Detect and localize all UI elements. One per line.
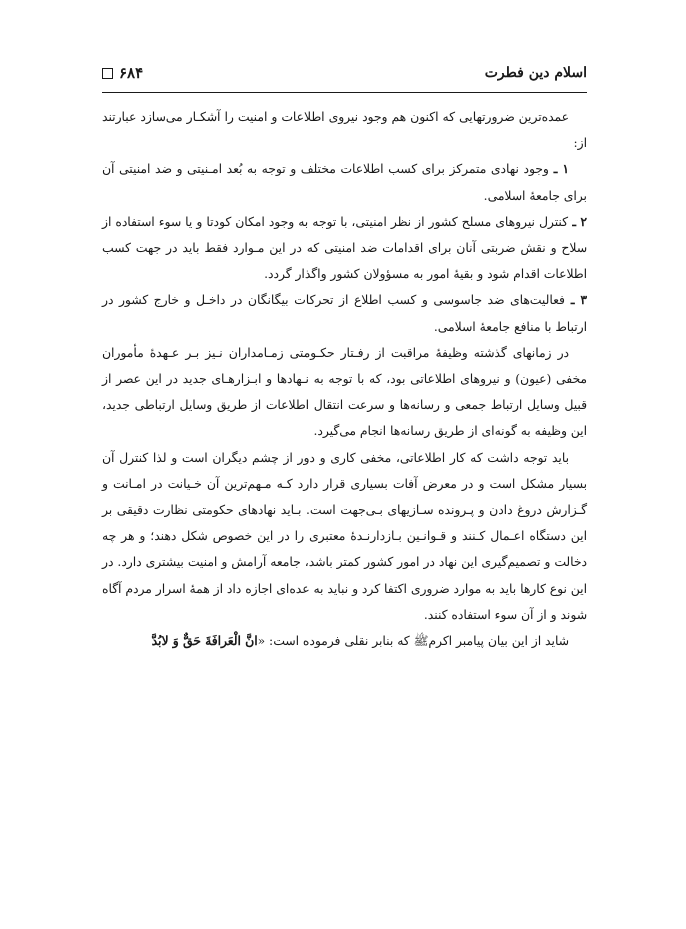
page-number: ۶۸۴ <box>119 64 144 82</box>
paragraph-hadith <box>102 628 587 654</box>
header-rule <box>102 92 587 93</box>
paragraph-text: فعالیت‌های ضد جاسوسی و کسب اطلاع از تحرکات بیگانگان در داخـل و خارج کشور در ارتباط با منافع جامعهٔ اسلامی. <box>102 293 587 334</box>
square-bullet-icon <box>102 68 113 79</box>
paragraph-text: که بنابر نقلی فرموده است: « <box>257 634 414 649</box>
body-text <box>102 104 587 654</box>
item-number: ۱ ـ <box>548 161 569 177</box>
list-item-2 <box>102 209 587 288</box>
hadith-quote: انَّ الْعَرافَةَ حَقٌّ وَ لابُدَّ <box>151 633 258 649</box>
list-item-3 <box>102 287 587 339</box>
page-number-block <box>102 64 143 82</box>
list-item-1 <box>102 156 587 208</box>
paragraph-intro <box>102 104 587 156</box>
paragraph-text: کنترل نیروهای مسلح کشور از نظر امنیتی، با توجه به وجود امکان کودتا و یا سوء استفاده از سلاح و نقش ضربتی آنان برای اقدامات ضد امنیتی که در این مـوارد فقط باید در جهت کسب اطلاعات اقدام شود و بقیهٔ امور به مسؤولان کشور واگذار گردد. <box>102 214 587 282</box>
paragraph-text: شاید از این بیان پیامبر اکرم <box>428 634 569 649</box>
paragraph-oversight <box>102 445 587 628</box>
paragraph-text: وجود نهادی متمرکز برای کسب اطلاعات مختلف و توجه به بُعد امـنیتی و ضد امنیتی آن برای جامعهٔ اسلامی. <box>102 162 587 203</box>
running-title: اسلام دین فطرت <box>484 65 587 81</box>
paragraph-text: عمده‌ترین ضرورتهایی که اکنون هم وجود نیروی اطلاعات و امنیت را آشکـار می‌سازد عبارتند از: <box>102 110 587 151</box>
item-number: ۲ ـ <box>567 213 587 229</box>
item-number: ۳ ـ <box>564 292 587 308</box>
paragraph-text: باید توجه داشت که کار اطلاعاتی، مخفی کاری و دور از چشم دیگران است و لذا کنترل آن بسیار مشکل است و در معرض آفات بسیاری قرار دارد کـه مـهم‌ترین آن خـیانت در امـانت و گـزارش دروغ دادن و پـرونده سـازیهای بـی‌جهت است. بـاید نهادهای حکومتی نظارت دقیقی بر این دستگاه اعـمال کـنند و قـوانـین بـازدارنـدهٔ معتبری را در این خصوص شکل دهند؛ و هر چه دخالت و تصمیم‌گیری این نهاد در امور کشور کمتر باشد، جامعه آرامش و امنیت بیشتری دارد. در این نوع کارها باید به موارد ضروری اکتفا کرد و نباید به عده‌ای اجازه داد از همهٔ اسرار مردم آگاه شوند و از آن سوء استفاده کنند. <box>102 450 587 622</box>
honorific-symbol: ﷺ <box>413 634 429 649</box>
paragraph-history <box>102 340 587 445</box>
page-header <box>102 62 587 84</box>
paragraph-text: در زمانهای گذشته وظیفهٔ مراقبت از رفـتار حکـومتی زمـامداران نـیز بـر عـهدهٔ مأموران مخفی (عیون) و نیروهای اطلاعاتی بود، که با توجه به نـهادها و ابـزارهـای جدید در این عصر از قبیل وسایل ارتباط جمعی و رسانه‌ها و سرعت انتقال اطلاعات از طریق وسایل ارتباطی جدید، این وظیفه به گونه‌ای از طریق رسانه‌ها انجام می‌گیرد. <box>102 345 587 439</box>
